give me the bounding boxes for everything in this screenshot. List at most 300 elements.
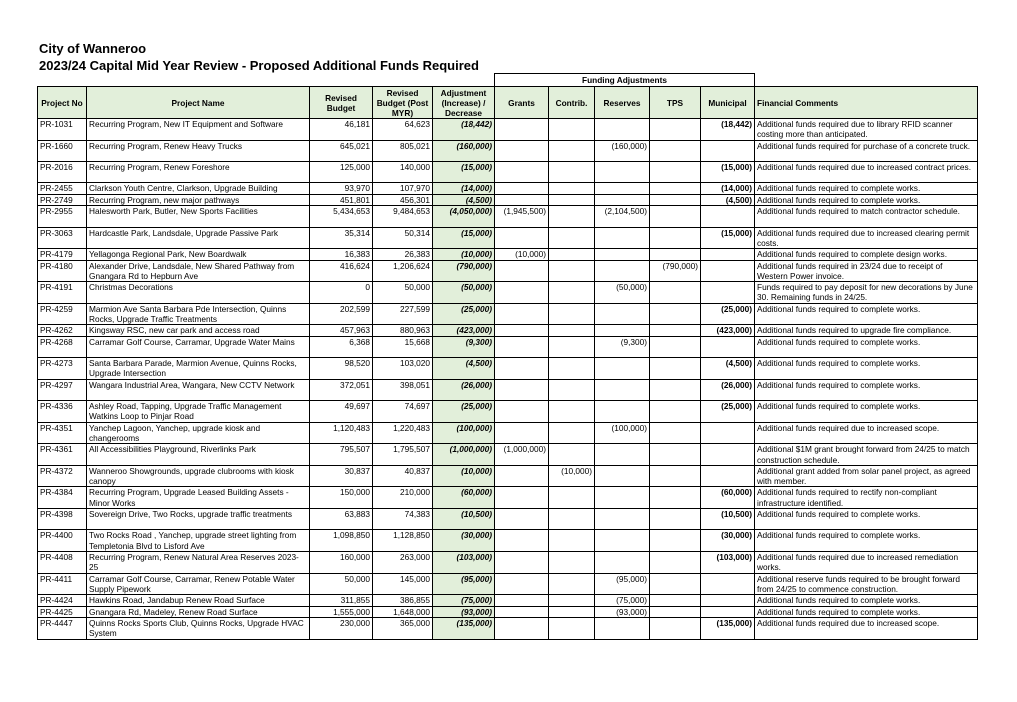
project-name-cell: Clarkson Youth Centre, Clarkson, Upgrade Building: [87, 183, 310, 194]
project-name-cell: Alexander Drive, Landsdale, New Shared Pathway from Gnangara Rd to Hepburn Ave: [87, 260, 310, 282]
tps-cell: [650, 509, 701, 530]
capital-review-table: [37, 73, 978, 640]
adjustment-cell: (103,000): [433, 552, 495, 574]
adjustment-cell: (790,000): [433, 260, 495, 282]
report-subtitle: 2023/24 Capital Mid Year Review - Proposed Additional Funds Required: [39, 58, 479, 73]
grants-cell: [495, 401, 549, 423]
project-no-cell: PR-4398: [38, 509, 87, 530]
adjustment-cell: (100,000): [433, 422, 495, 444]
revised-budget-post-cell: 263,000: [373, 552, 433, 574]
financial-comment-cell: Additional funds required to complete design works.: [755, 249, 978, 260]
revised-budget-cell: 30,837: [310, 465, 373, 487]
project-name-cell: Christmas Decorations: [87, 282, 310, 304]
project-name-cell: Wangara Industrial Area, Wangara, New CCTV Network: [87, 379, 310, 400]
tps-cell: [650, 530, 701, 552]
grants-cell: [495, 606, 549, 617]
table-row: [38, 119, 978, 141]
financial-comment-cell: Additional grant added from solar panel project, as agreed with member.: [755, 465, 978, 487]
header-tps: TPS: [650, 87, 701, 119]
project-no-cell: PR-2749: [38, 194, 87, 205]
table-row: [38, 465, 978, 487]
project-no-cell: PR-4361: [38, 444, 87, 466]
revised-budget-cell: 125,000: [310, 161, 373, 182]
revised-budget-cell: 311,855: [310, 595, 373, 606]
contrib-cell: [549, 183, 595, 194]
reserves-cell: [595, 303, 650, 325]
financial-comment-cell: Funds required to pay deposit for new decorations by June 30. Remaining funds in 24/25.: [755, 282, 978, 304]
revised-budget-post-cell: 210,000: [373, 487, 433, 509]
adjustment-cell: (15,000): [433, 161, 495, 182]
reserves-cell: (50,000): [595, 282, 650, 304]
adjustment-cell: (50,000): [433, 282, 495, 304]
revised-budget-cell: 35,314: [310, 227, 373, 249]
adjustment-cell: (10,500): [433, 509, 495, 530]
municipal-cell: [701, 465, 755, 487]
financial-comment-cell: Additional funds required in 23/24 due to receipt of Western Power invoice.: [755, 260, 978, 282]
revised-budget-post-cell: 107,970: [373, 183, 433, 194]
municipal-cell: (4,500): [701, 194, 755, 205]
revised-budget-post-cell: 74,383: [373, 509, 433, 530]
financial-comment-cell: Additional funds required for purchase of a concrete truck.: [755, 140, 978, 161]
municipal-cell: (25,000): [701, 303, 755, 325]
revised-budget-cell: 795,507: [310, 444, 373, 466]
contrib-cell: [549, 119, 595, 141]
project-no-cell: PR-1660: [38, 140, 87, 161]
grants-cell: [495, 336, 549, 357]
reserves-cell: [595, 358, 650, 380]
contrib-cell: [549, 487, 595, 509]
contrib-cell: [549, 509, 595, 530]
revised-budget-cell: 457,963: [310, 325, 373, 336]
financial-comment-cell: Additional funds required to rectify non-compliant infrastructure identified.: [755, 487, 978, 509]
project-name-cell: All Accessibilities Playground, Riverlinks Park: [87, 444, 310, 466]
adjustment-cell: (1,000,000): [433, 444, 495, 466]
municipal-cell: [701, 422, 755, 444]
reserves-cell: [595, 379, 650, 400]
adjustment-cell: (30,000): [433, 530, 495, 552]
grants-cell: [495, 140, 549, 161]
contrib-cell: [549, 422, 595, 444]
revised-budget-cell: 230,000: [310, 618, 373, 640]
grants-cell: [495, 618, 549, 640]
reserves-cell: [595, 618, 650, 640]
grants-cell: [495, 194, 549, 205]
municipal-cell: [701, 595, 755, 606]
adjustment-cell: (75,000): [433, 595, 495, 606]
reserves-cell: [595, 552, 650, 574]
reserves-cell: (100,000): [595, 422, 650, 444]
tps-cell: [650, 379, 701, 400]
project-no-cell: PR-4384: [38, 487, 87, 509]
revised-budget-post-cell: 145,000: [373, 573, 433, 595]
revised-budget-cell: 645,021: [310, 140, 373, 161]
table-row: [38, 444, 978, 466]
grants-cell: [495, 260, 549, 282]
reserves-cell: (2,104,500): [595, 206, 650, 227]
financial-comment-cell: Additional funds required to complete works.: [755, 509, 978, 530]
project-no-cell: PR-1031: [38, 119, 87, 141]
revised-budget-cell: 1,098,850: [310, 530, 373, 552]
grants-cell: [495, 530, 549, 552]
municipal-cell: [701, 336, 755, 357]
project-name-cell: Ashley Road, Tapping, Upgrade Traffic Management Watkins Loop to Pinjar Road: [87, 401, 310, 423]
grants-cell: [495, 183, 549, 194]
tps-cell: [650, 140, 701, 161]
table-row: [38, 618, 978, 640]
financial-comment-cell: Additional funds required to complete works.: [755, 194, 978, 205]
table-row: [38, 573, 978, 595]
project-no-cell: PR-4259: [38, 303, 87, 325]
financial-comment-cell: Additional funds required to match contractor schedule.: [755, 206, 978, 227]
municipal-cell: [701, 260, 755, 282]
header-revised-budget: Revised Budget: [310, 87, 373, 119]
revised-budget-cell: 16,383: [310, 249, 373, 260]
project-no-cell: PR-4425: [38, 606, 87, 617]
municipal-cell: (15,000): [701, 161, 755, 182]
revised-budget-post-cell: 40,837: [373, 465, 433, 487]
report-title: City of Wanneroo: [39, 41, 147, 56]
tps-cell: [650, 336, 701, 357]
project-name-cell: Recurring Program, Renew Foreshore: [87, 161, 310, 182]
table-row: [38, 595, 978, 606]
project-no-cell: PR-2455: [38, 183, 87, 194]
contrib-cell: [549, 336, 595, 357]
financial-comment-cell: Additional funds required due to library RFID scanner costing more than anticipated.: [755, 119, 978, 141]
municipal-cell: (4,500): [701, 358, 755, 380]
revised-budget-post-cell: 398,051: [373, 379, 433, 400]
adjustment-cell: (93,000): [433, 606, 495, 617]
revised-budget-cell: 160,000: [310, 552, 373, 574]
contrib-cell: [549, 161, 595, 182]
adjustment-cell: (4,500): [433, 194, 495, 205]
tps-cell: [650, 487, 701, 509]
project-name-cell: Carramar Golf Course, Carramar, Upgrade Water Mains: [87, 336, 310, 357]
grants-cell: [495, 465, 549, 487]
revised-budget-post-cell: 140,000: [373, 161, 433, 182]
project-name-cell: Hardcastle Park, Landsdale, Upgrade Passive Park: [87, 227, 310, 249]
adjustment-cell: (423,000): [433, 325, 495, 336]
revised-budget-post-cell: 227,599: [373, 303, 433, 325]
reserves-cell: (9,300): [595, 336, 650, 357]
revised-budget-post-cell: 1,206,624: [373, 260, 433, 282]
reserves-cell: [595, 194, 650, 205]
header-reserves: Reserves: [595, 87, 650, 119]
revised-budget-post-cell: 880,963: [373, 325, 433, 336]
revised-budget-cell: 416,624: [310, 260, 373, 282]
grants-cell: (10,000): [495, 249, 549, 260]
project-no-cell: PR-4297: [38, 379, 87, 400]
tps-cell: [650, 194, 701, 205]
adjustment-cell: (135,000): [433, 618, 495, 640]
table-row: [38, 194, 978, 205]
grants-cell: [495, 325, 549, 336]
project-no-cell: PR-4268: [38, 336, 87, 357]
funding-adjustments-header: Funding Adjustments: [495, 74, 755, 87]
reserves-cell: (160,000): [595, 140, 650, 161]
project-name-cell: Recurring Program, Renew Heavy Trucks: [87, 140, 310, 161]
revised-budget-post-cell: 50,314: [373, 227, 433, 249]
grants-cell: [495, 282, 549, 304]
financial-comment-cell: Additional funds required to complete works.: [755, 303, 978, 325]
municipal-cell: (135,000): [701, 618, 755, 640]
project-name-cell: Two Rocks Road , Yanchep, upgrade street lighting from Templetonia Blvd to Lisford Ave: [87, 530, 310, 552]
tps-cell: [650, 573, 701, 595]
grants-cell: [495, 595, 549, 606]
project-name-cell: Recurring Program, New IT Equipment and Software: [87, 119, 310, 141]
tps-cell: [650, 465, 701, 487]
revised-budget-post-cell: 1,795,507: [373, 444, 433, 466]
table-row: [38, 282, 978, 304]
adjustment-cell: (60,000): [433, 487, 495, 509]
tps-cell: [650, 282, 701, 304]
financial-comment-cell: Additional funds required to complete works.: [755, 358, 978, 380]
table-row: [38, 249, 978, 260]
financial-comment-cell: Additional funds required due to increased scope.: [755, 618, 978, 640]
financial-comment-cell: Additional funds required to complete works.: [755, 530, 978, 552]
header-financial-comments: Financial Comments: [755, 87, 978, 119]
contrib-cell: [549, 260, 595, 282]
reserves-cell: (93,000): [595, 606, 650, 617]
adjustment-cell: (10,000): [433, 465, 495, 487]
contrib-cell: [549, 249, 595, 260]
reserves-cell: [595, 161, 650, 182]
adjustment-cell: (18,442): [433, 119, 495, 141]
adjustment-cell: (4,050,000): [433, 206, 495, 227]
revised-budget-post-cell: 26,383: [373, 249, 433, 260]
table-row: [38, 401, 978, 423]
table-row: [38, 552, 978, 574]
contrib-cell: [549, 140, 595, 161]
table-row: [38, 606, 978, 617]
header-project-name: Project Name: [87, 87, 310, 119]
municipal-cell: (30,000): [701, 530, 755, 552]
project-name-cell: Wanneroo Showgrounds, upgrade clubrooms with kiosk canopy: [87, 465, 310, 487]
grants-cell: [495, 552, 549, 574]
contrib-cell: [549, 358, 595, 380]
revised-budget-post-cell: 1,128,850: [373, 530, 433, 552]
revised-budget-post-cell: 9,484,653: [373, 206, 433, 227]
revised-budget-post-cell: 1,220,483: [373, 422, 433, 444]
municipal-cell: (103,000): [701, 552, 755, 574]
contrib-cell: [549, 606, 595, 617]
financial-comment-cell: Additional funds required due to increased contract prices.: [755, 161, 978, 182]
adjustment-cell: (14,000): [433, 183, 495, 194]
grants-cell: [495, 487, 549, 509]
tps-cell: [650, 358, 701, 380]
contrib-cell: [549, 618, 595, 640]
municipal-cell: [701, 206, 755, 227]
contrib-cell: [549, 379, 595, 400]
tps-cell: [650, 444, 701, 466]
municipal-cell: [701, 606, 755, 617]
revised-budget-cell: 0: [310, 282, 373, 304]
revised-budget-cell: 6,368: [310, 336, 373, 357]
grants-cell: [495, 509, 549, 530]
tps-cell: [650, 183, 701, 194]
adjustment-cell: (9,300): [433, 336, 495, 357]
revised-budget-post-cell: 74,697: [373, 401, 433, 423]
revised-budget-post-cell: 1,648,000: [373, 606, 433, 617]
reserves-cell: [595, 509, 650, 530]
reserves-cell: [595, 260, 650, 282]
reserves-cell: [595, 249, 650, 260]
header-grants: Grants: [495, 87, 549, 119]
project-no-cell: PR-4273: [38, 358, 87, 380]
financial-comment-cell: Additional funds required to complete works.: [755, 606, 978, 617]
project-name-cell: Santa Barbara Parade, Marmion Avenue, Quinns Rocks, Upgrade Intersection: [87, 358, 310, 380]
municipal-cell: [701, 140, 755, 161]
revised-budget-post-cell: 50,000: [373, 282, 433, 304]
project-no-cell: PR-4351: [38, 422, 87, 444]
project-no-cell: PR-4262: [38, 325, 87, 336]
revised-budget-cell: 372,051: [310, 379, 373, 400]
contrib-cell: [549, 282, 595, 304]
financial-comment-cell: Additional reserve funds required to be brought forward from 24/25 to commence construction.: [755, 573, 978, 595]
grants-cell: [495, 227, 549, 249]
project-no-cell: PR-4408: [38, 552, 87, 574]
tps-cell: [650, 161, 701, 182]
table-row: [38, 303, 978, 325]
revised-budget-cell: 49,697: [310, 401, 373, 423]
revised-budget-cell: 63,883: [310, 509, 373, 530]
tps-cell: [650, 249, 701, 260]
contrib-cell: [549, 303, 595, 325]
municipal-cell: [701, 444, 755, 466]
reserves-cell: [595, 325, 650, 336]
reserves-cell: [595, 119, 650, 141]
reserves-cell: [595, 530, 650, 552]
table-row: [38, 358, 978, 380]
revised-budget-cell: 1,120,483: [310, 422, 373, 444]
project-no-cell: PR-2955: [38, 206, 87, 227]
contrib-cell: [549, 227, 595, 249]
project-name-cell: Quinns Rocks Sports Club, Quinns Rocks, Upgrade HVAC System: [87, 618, 310, 640]
reserves-cell: [595, 465, 650, 487]
tps-cell: [650, 401, 701, 423]
adjustment-cell: (25,000): [433, 303, 495, 325]
contrib-cell: [549, 194, 595, 205]
financial-comment-cell: Additional funds required due to increased remediation works.: [755, 552, 978, 574]
revised-budget-post-cell: 365,000: [373, 618, 433, 640]
grants-cell: [495, 379, 549, 400]
revised-budget-post-cell: 103,020: [373, 358, 433, 380]
project-name-cell: Sovereign Drive, Two Rocks, upgrade traffic treatments: [87, 509, 310, 530]
grants-cell: [495, 303, 549, 325]
table-row: [38, 206, 978, 227]
table-row: [38, 487, 978, 509]
project-name-cell: Hawkins Road, Jandabup Renew Road Surface: [87, 595, 310, 606]
financial-comment-cell: Additional $1M grant brought forward from 24/25 to match construction schedule.: [755, 444, 978, 466]
header-project-no: Project No: [38, 87, 87, 119]
grants-cell: [495, 358, 549, 380]
adjustment-cell: (10,000): [433, 249, 495, 260]
header-contrib: Contrib.: [549, 87, 595, 119]
tps-cell: [650, 606, 701, 617]
project-no-cell: PR-4372: [38, 465, 87, 487]
municipal-cell: (60,000): [701, 487, 755, 509]
project-no-cell: PR-4180: [38, 260, 87, 282]
grants-cell: (1,945,500): [495, 206, 549, 227]
tps-cell: [650, 325, 701, 336]
financial-comment-cell: Additional funds required to complete works.: [755, 336, 978, 357]
tps-cell: [650, 303, 701, 325]
adjustment-cell: (26,000): [433, 379, 495, 400]
header-revised-budget-post-myr: Revised Budget (Post MYR): [373, 87, 433, 119]
project-name-cell: Recurring Program, Upgrade Leased Building Assets - Minor Works: [87, 487, 310, 509]
revised-budget-post-cell: 64,623: [373, 119, 433, 141]
grants-cell: (1,000,000): [495, 444, 549, 466]
municipal-cell: (10,500): [701, 509, 755, 530]
reserves-cell: [595, 487, 650, 509]
tps-cell: [650, 595, 701, 606]
financial-comment-cell: Additional funds required to upgrade fire compliance.: [755, 325, 978, 336]
header-municipal: Municipal: [701, 87, 755, 119]
reserves-cell: [595, 444, 650, 466]
financial-comment-cell: Additional funds required to complete works.: [755, 595, 978, 606]
reserves-cell: (75,000): [595, 595, 650, 606]
adjustment-cell: (25,000): [433, 401, 495, 423]
contrib-cell: [549, 444, 595, 466]
table-row: [38, 140, 978, 161]
table-row: [38, 379, 978, 400]
grants-cell: [495, 161, 549, 182]
contrib-cell: [549, 325, 595, 336]
adjustment-cell: (95,000): [433, 573, 495, 595]
tps-cell: [650, 227, 701, 249]
municipal-cell: (423,000): [701, 325, 755, 336]
municipal-cell: (14,000): [701, 183, 755, 194]
project-no-cell: PR-4411: [38, 573, 87, 595]
revised-budget-cell: 50,000: [310, 573, 373, 595]
contrib-cell: (10,000): [549, 465, 595, 487]
project-no-cell: PR-4179: [38, 249, 87, 260]
municipal-cell: (26,000): [701, 379, 755, 400]
revised-budget-cell: 5,434,653: [310, 206, 373, 227]
financial-comment-cell: Additional funds required to complete works.: [755, 183, 978, 194]
grants-cell: [495, 422, 549, 444]
municipal-cell: [701, 282, 755, 304]
project-no-cell: PR-4336: [38, 401, 87, 423]
project-name-cell: Yellagonga Regional Park, New Boardwalk: [87, 249, 310, 260]
project-no-cell: PR-4400: [38, 530, 87, 552]
reserves-cell: [595, 401, 650, 423]
project-no-cell: PR-4424: [38, 595, 87, 606]
tps-cell: [650, 552, 701, 574]
contrib-cell: [549, 530, 595, 552]
adjustment-cell: (160,000): [433, 140, 495, 161]
project-name-cell: Recurring Program, new major pathways: [87, 194, 310, 205]
tps-cell: [650, 119, 701, 141]
financial-comment-cell: Additional funds required to complete works.: [755, 379, 978, 400]
reserves-cell: [595, 227, 650, 249]
table-row: [38, 227, 978, 249]
contrib-cell: [549, 573, 595, 595]
project-no-cell: PR-4191: [38, 282, 87, 304]
project-name-cell: Halesworth Park, Butler, New Sports Facilities: [87, 206, 310, 227]
project-no-cell: PR-4447: [38, 618, 87, 640]
tps-cell: [650, 422, 701, 444]
table-row: [38, 183, 978, 194]
adjustment-cell: (4,500): [433, 358, 495, 380]
project-name-cell: Gnangara Rd, Madeley, Renew Road Surface: [87, 606, 310, 617]
adjustment-cell: (15,000): [433, 227, 495, 249]
table-row: [38, 422, 978, 444]
project-name-cell: Recurring Program, Renew Natural Area Reserves 2023-25: [87, 552, 310, 574]
revised-budget-post-cell: 386,855: [373, 595, 433, 606]
table-row: [38, 325, 978, 336]
project-name-cell: Yanchep Lagoon, Yanchep, upgrade kiosk and changerooms: [87, 422, 310, 444]
tps-cell: [650, 618, 701, 640]
